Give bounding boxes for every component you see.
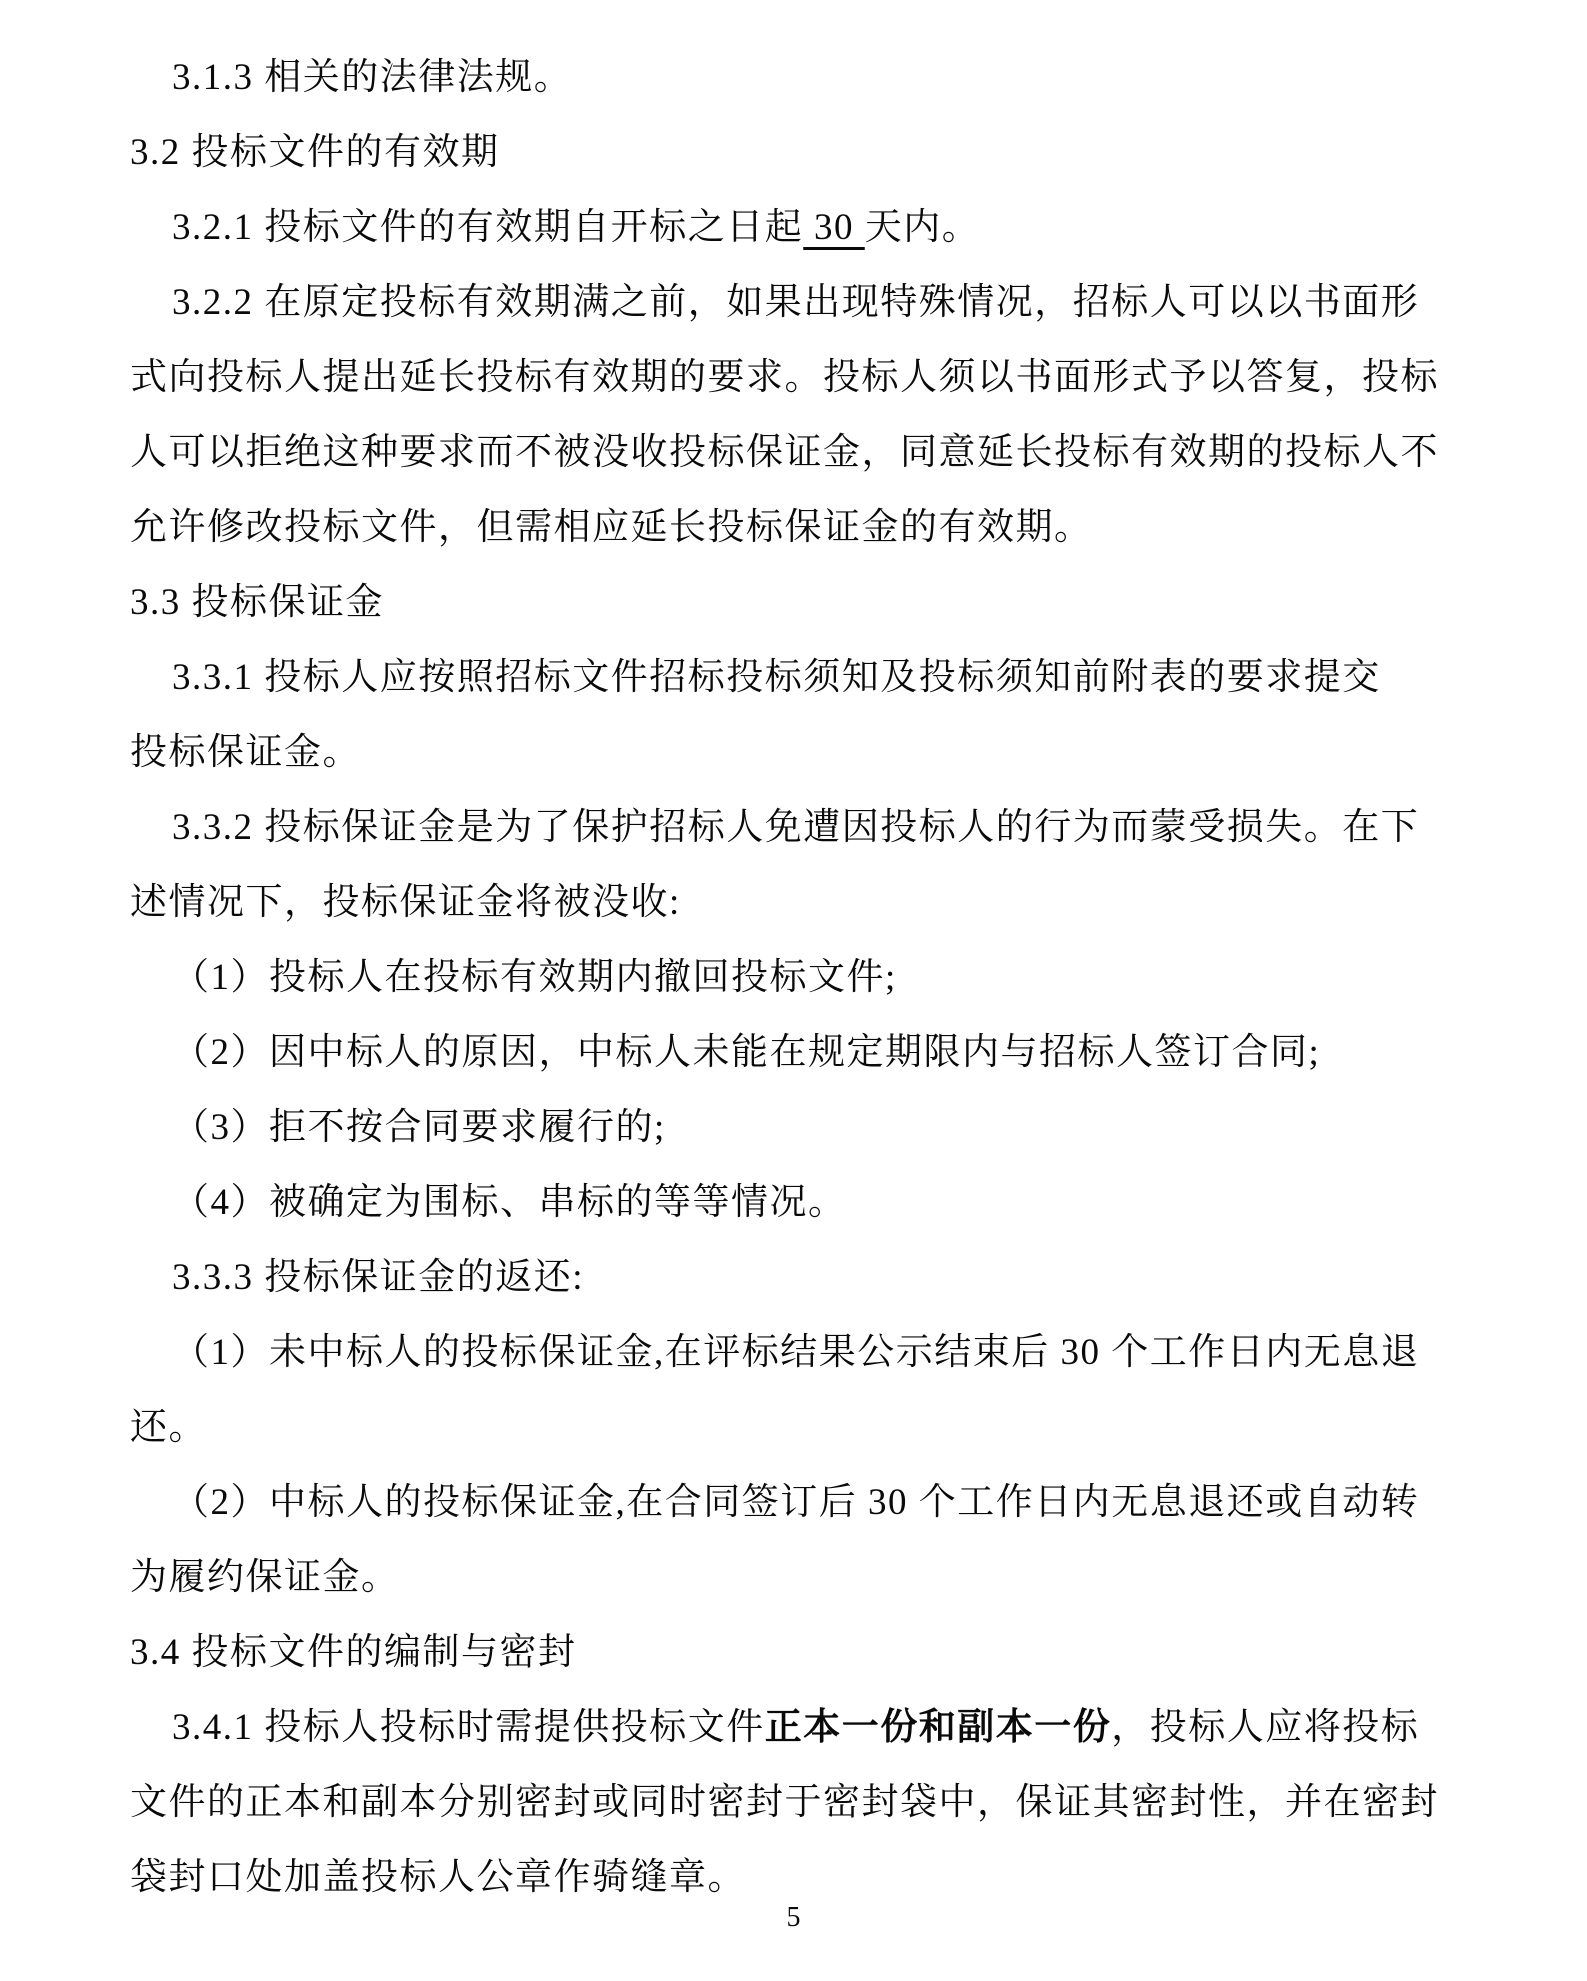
text-segment: 3.4.1 投标人投标时需提供投标文件 [172,1707,765,1748]
underlined-text: 30 [803,207,865,248]
text-line [130,715,1457,790]
text-line [130,640,1457,715]
text-segment: 3.1.3 相关的法律法规。 [172,57,573,98]
text-line [130,1240,1457,1315]
text-segment: 3.2.2 在原定投标有效期满之前，如果出现特殊情况，招标人可以以书面形 [172,282,1420,323]
text-line [130,790,1457,865]
text-segment: （1）投标人在投标有效期内撤回投标文件; [172,957,897,998]
text-line [130,115,1457,190]
text-segment: 3.3 投标保证金 [130,582,384,623]
text-segment: ，投标人应将投标 [1111,1707,1420,1748]
text-line [130,1690,1457,1765]
text-segment: （1）未中标人的投标保证金,在评标结果公示结束后 30 个工作日内无息退 [172,1332,1420,1373]
text-line [130,1765,1457,1840]
text-segment: 述情况下，投标保证金将被没收: [130,882,681,923]
text-line [130,190,1457,265]
text-line [130,1390,1457,1465]
text-line [130,1090,1457,1165]
text-segment: （3）拒不按合同要求履行的; [172,1107,666,1148]
text-segment: 3.3.2 投标保证金是为了保护招标人免遭因投标人的行为而蒙受损失。在下 [172,807,1420,848]
text-line [130,1465,1457,1540]
text-line [130,1315,1457,1390]
text-line [130,1165,1457,1240]
text-segment: 文件的正本和副本分别密封或同时密封于密封袋中，保证其密封性，并在密封 [130,1782,1439,1823]
text-segment: 3.2 投标文件的有效期 [130,132,500,173]
text-line [130,1615,1457,1690]
text-line [130,40,1457,115]
text-segment: 3.3.3 投标保证金的返还: [172,1257,585,1298]
text-segment: （4）被确定为围标、串标的等等情况。 [172,1182,847,1223]
text-segment: 3.3.1 投标人应按照招标文件招标投标须知及投标须知前附表的要求提交 [172,657,1381,698]
text-line [130,865,1457,940]
text-segment: 天内。 [864,207,981,248]
text-line [130,490,1457,565]
text-line [130,565,1457,640]
text-line [130,415,1457,490]
text-segment: 人可以拒绝这种要求而不被没收投标保证金，同意延长投标有效期的投标人不 [130,432,1439,473]
text-line [130,340,1457,415]
text-segment: 为履约保证金。 [130,1557,400,1598]
text-segment: 允许修改投标文件，但需相应延长投标保证金的有效期。 [130,507,1093,548]
document-body [130,40,1457,1915]
text-segment: 3.4 投标文件的编制与密封 [130,1632,577,1673]
text-segment: 3.2.1 投标文件的有效期自开标之日起 [172,207,804,248]
text-segment: （2）因中标人的原因，中标人未能在规定期限内与招标人签订合同; [172,1032,1321,1073]
bold-text: 正本一份和副本一份 [764,1707,1112,1748]
text-segment: 式向投标人提出延长投标有效期的要求。投标人须以书面形式予以答复，投标 [130,357,1439,398]
text-segment: 袋封口处加盖投标人公章作骑缝章。 [130,1857,746,1898]
page-number: 5 [786,1902,801,1933]
text-line [130,265,1457,340]
text-line [130,1540,1457,1615]
text-segment: 投标保证金。 [130,732,361,773]
text-segment: （2）中标人的投标保证金,在合同签订后 30 个工作日内无息退还或自动转 [172,1482,1420,1523]
text-line [130,940,1457,1015]
text-segment: 还。 [130,1407,207,1448]
text-line [130,1015,1457,1090]
